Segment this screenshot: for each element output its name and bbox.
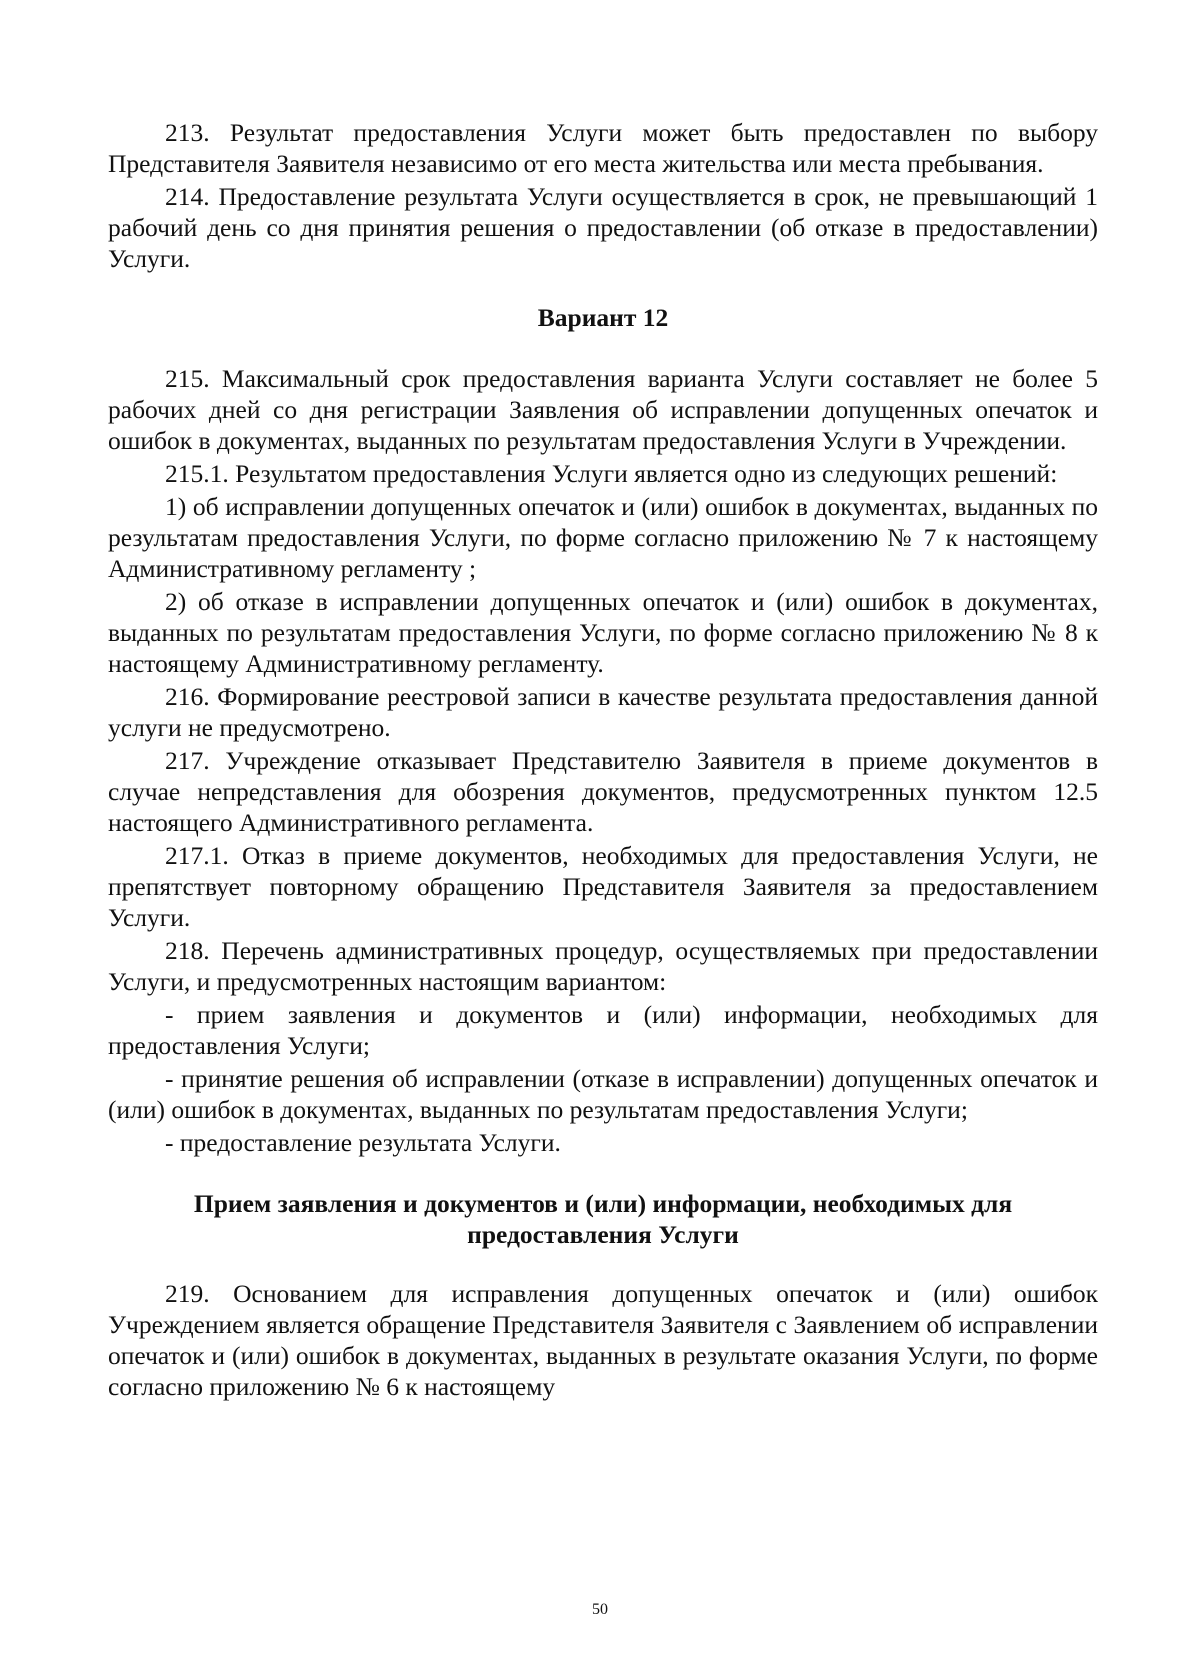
paragraph-217-1: 217.1. Отказ в приеме документов, необходимых для предоставления Услуги, не препятствует повторному обращению Представителя Заявителя за предоставлением Услуги. <box>108 841 1098 932</box>
paragraph-214: 214. Предоставление результата Услуги осуществляется в срок, не превышающий 1 рабочий день со дня принятия решения о предоставлении (об отказе в предоставлении) Услуги. <box>108 182 1098 273</box>
paragraph-217: 217. Учреждение отказывает Представителю Заявителя в приеме документов в случае непредставления для обозрения документов, предусмотренных пунктом 12.5 настоящего Административного регламента. <box>108 746 1098 837</box>
procedure-item-3: - предоставление результата Услуги. <box>165 1128 561 1157</box>
variant-heading: Вариант 12 <box>537 303 669 332</box>
procedure-item-1: - прием заявления и документов и (или) информации, необходимых для предоставления Услуги; <box>108 1000 1098 1060</box>
section-heading: Прием заявления и документов и (или) информации, необходимых для предоставления Услуги <box>193 1189 1013 1249</box>
paragraph-219: 219. Основанием для исправления допущенных опечаток и (или) ошибок Учреждением является обращение Представителя Заявителя с Заявлением об исправлении опечаток и (или) ошибок в документах, выданных в результате оказания Услуги, по форме согласно приложению № 6 к настоящему <box>108 1279 1098 1401</box>
procedure-item-2: - принятие решения об исправлении (отказе в исправлении) допущенных опечаток и (или) ошибок в документах, выданных по результатам предоставления Услуги; <box>108 1064 1098 1124</box>
paragraph-216: 216. Формирование реестровой записи в качестве результата предоставления данной услуги не предусмотрено. <box>108 682 1098 742</box>
list-item-decision-1: 1) об исправлении допущенных опечаток и (или) ошибок в документах, выданных по результатам предоставления Услуги, по форме согласно приложению № 7 к настоящему Административному регламенту ; <box>108 492 1098 583</box>
document-body <box>108 117 1098 1404</box>
paragraph-215-1: 215.1. Результатом предоставления Услуги является одно из следующих решений: <box>165 459 1058 488</box>
paragraph-213: 213. Результат предоставления Услуги может быть предоставлен по выбору Представителя Заявителя независимо от его места жительства или места пребывания. <box>108 118 1098 178</box>
page-number: 50 <box>592 1601 608 1618</box>
list-item-decision-2: 2) об отказе в исправлении допущенных опечаток и (или) ошибок в документах, выданных по результатам предоставления Услуги, по форме согласно приложению № 8 к настоящему Административному регламенту. <box>108 587 1098 678</box>
paragraph-215: 215. Максимальный срок предоставления варианта Услуги составляет не более 5 рабочих дней со дня регистрации Заявления об исправлении допущенных опечаток и ошибок в документах, выданных по результатам предоставления Услуги в Учреждении. <box>108 364 1098 455</box>
paragraph-218: 218. Перечень административных процедур, осуществляемых при предоставлении Услуги, и предусмотренных настоящим вариантом: <box>108 936 1098 996</box>
